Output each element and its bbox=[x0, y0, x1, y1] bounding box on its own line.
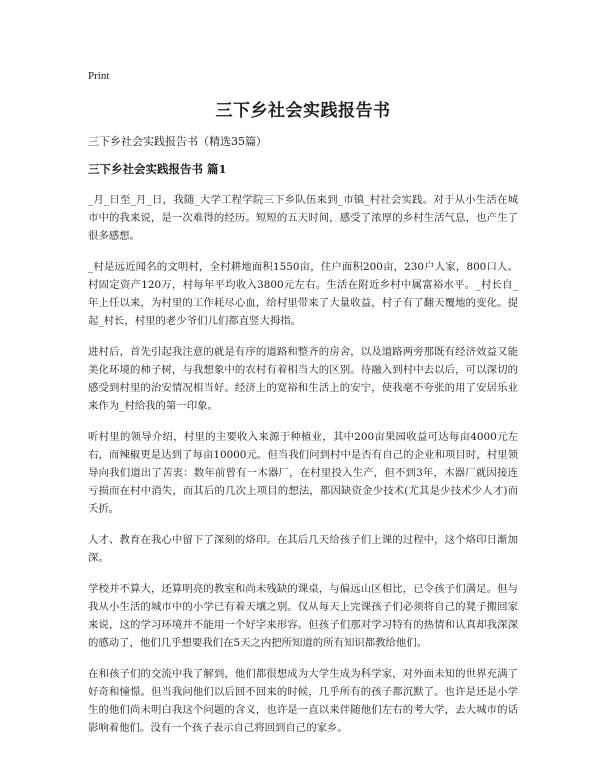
paragraph: 在和孩子们的交流中我了解到，他们都很想成为大学生成为科学家，对外面未知的世界充满了好奇和憧憬。但当我问他们以后回不回来的时候，几乎所有的孩子都沉默了。也许是还是小学生的他们尚未明白我这个问题的含义，也许是一直以来伴随他们左右的考大学，去大城市的话影响着他们。没有一个孩子表示自己将回到自己的家乡。 bbox=[88, 668, 518, 734]
paragraph: 学校并不算大，还算明亮的教室和尚未残缺的课桌，与偏远山区相比，已令孩子们满足。但与我从小生活的城市中的小学已有着天壤之别。仅从每天上完课孩子们必须将自己的凳子搬回家来说，这的学习环境并不能用一个好字来形容。但孩子们那对学习特有的热情和认真却我深深的感动了，他们几乎想要我们在5天之内把所知道的所有知识都教给他们。 bbox=[88, 583, 518, 649]
print-link[interactable]: Print bbox=[88, 70, 110, 82]
document-page bbox=[88, 70, 518, 750]
paragraph: _月_日至_月_日，我随_大学工程学院三下乡队伍来到_市镇_村社会实践。对于从小生活在城市中的我来说，是一次难得的经历。短短的五天时间，感受了浓厚的乡村生活气息，也产生了很多感想。 bbox=[88, 194, 518, 242]
paragraph: 进村后，首先引起我注意的就是有序的道路和整齐的房舍，以及道路两旁那既有经济效益又能美化环境的柿子树，与我想象中的农村有着相当大的区别。待融入到村中去以后，可以深切的感受到村里的治安情况相当好。经济上的宽裕和生活上的安宁，使我毫不夸张的用了安居乐业来作为_村给我的第一印象。 bbox=[88, 346, 518, 412]
document-title: 三下乡社会实践报告书 bbox=[215, 101, 391, 121]
paragraph: 听村里的领导介绍，村里的主要收入来源于种植业，其中200亩果园收益可达每亩4000元左右，而辣椒更是达到了每亩10000元。但当我们问到村中是否有自己的企业和项目时，村里领导向我们道出了苦衷：数年前曾有一木器厂，在村里投入生产，但不到3年，木器厂就因接连亏损而在村中消失，而其后的几次上项目的想法，都因缺资金少技术(尤其是少技术少人才)而夭折。 bbox=[88, 431, 518, 515]
document-subtitle: 三下乡社会实践报告书（精选35篇） bbox=[88, 135, 267, 148]
paragraph: _村是远近闻名的文明村，全村耕地面积1550亩，住户面积200亩，230户人家，800口人。村固定资产120万，村每年平均收入3800元左右。生活在附近乡村中属富裕水平。_村长自_年上任以来，为村里的工作耗尽心血，给村里带来了大量收益，村子有了翻天覆地的变化。提起_村长，村里的老少爷们儿们都直竖大拇指。 bbox=[88, 261, 518, 327]
section-heading: 三下乡社会实践报告书 篇1 bbox=[88, 162, 227, 176]
paragraph: 人才、教育在我心中留下了深刻的烙印。在其后几天给孩子们上课的过程中，这个烙印日渐加深。 bbox=[88, 534, 518, 564]
